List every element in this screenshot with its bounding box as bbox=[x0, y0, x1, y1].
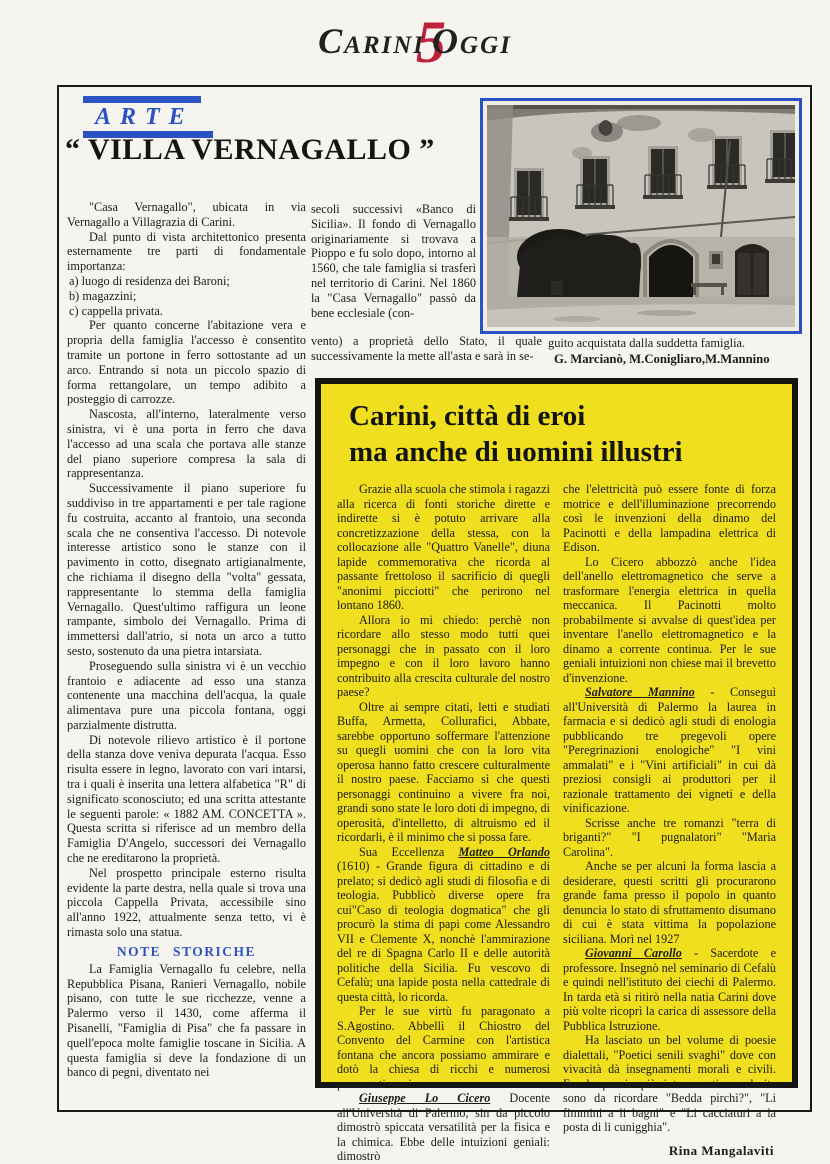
paragraph: Lo Cicero abbozzò anche l'idea dell'anello elettromagnetico che serve a trasformare l'energia elettrica in quella meccanica. Il Pacinotti molto probabilmente si avvalse di quest'idea per inventare l'anello elettromagnetico e la dinamo a corrente continua. Per le sue geniali intuizioni non chiese mai il brevetto d'invenzione. bbox=[563, 554, 776, 685]
feature-box bbox=[315, 378, 798, 1163]
arte-bar-top bbox=[83, 96, 201, 103]
paragraph-body: (1610) - Grande figura di cittadino e di prelato; si dedicò agli studi di filosofia e di teologia. Pubblicò diverse opere fra cui"Caso di teologia dogmatica" che gli procurò la stima di papi come Alessandro VII e Clemente X, nonchè l'ammirazione del re di Spagna Carlo II e delle autorità politiche della Sicilia. Fu vescovo di Cefalù; una lapide posta nella cattedrale di questa città, lo ricorda. bbox=[337, 859, 550, 1004]
paragraph bbox=[337, 845, 550, 1005]
paragraph-body: - Conseguì all'Università di Palermo la laurea in farmacia e si dedicò agli studi di enologia pubblicando tre pregevoli opere "Peregrinazioni enologiche" "I vini ammalati" e i "Vini artificiali" in cui dà preziosi consigli ai produttori per il razionale trattamento dei vigneti e della vinificazione. bbox=[563, 685, 777, 815]
paragraph: Ha lasciato un bel volume di poesie dialettali, "Poetici senili svaghi" dove con vivacità dà insegnamenti morali e civili. Fra le poesie più interessanti e colorite sono da ricordare "Bedda pirchì?", "Li fimmini a li bagni" e "Li cacciaturi a la posta di li cunigghia". bbox=[563, 1033, 776, 1134]
paragraph: Nel prospetto principale esterno risulta evidente la parte destra, nella quale si trova una piccola Cappella Privata, accessibile sino all'anno 1922, attualmente senza tetto, vi è rimasta solo una statua. bbox=[67, 865, 306, 940]
paragraph bbox=[337, 1091, 550, 1164]
paragraph: Oltre ai sempre citati, letti e studiati Buffa, Armetta, Collurafici, Abbate, sarebbe opportuno soffermare l'attenzione su quegli uomini che con la loro vita operosa hanno fatto crescere culturalmente il nostro paese. Facciamo sì che questi personaggi continuino a vivere fra noi, grandi sono state le loro doti di impegno, di operosità, d'intelletto, di altruismo ed il ricordarli, è il minimo che si possa fare. bbox=[337, 699, 550, 844]
paragraph: Proseguendo sulla sinistra vi è un vecchio frantoio e adiacente ad esso una stanza contenente una macchina dell'acqua, la quale alimentava pure una piccola fontana, oggi parzialmente distrutta. bbox=[67, 658, 306, 732]
paragraph: Nascosta, all'interno, lateralmente verso sinistra, vi è una porta in ferro che dava l'accesso ad una scala che portava alle stanze del piano superiore compresa la sala di rappresentanza. bbox=[67, 407, 306, 481]
paragraph bbox=[563, 946, 776, 1033]
masthead-word-carini: Carini bbox=[318, 21, 426, 61]
paragraph: Per le sue virtù fu paragonato a S.Agostino. Abbellì il Chiostro del Convento del Carmine con l'artistica fontana che ancora possiamo ammirare e dotò la chiesa di ricchi e numerosi paramenti sacri. bbox=[337, 1004, 550, 1091]
paragraph: Grazie alla scuola che stimola i ragazzi alla ricerca di fonti storiche dirette e indirette si è potuto arrivare alla concretizzazione della stessa, con la collocazione alle "Quattro Vanelle", diuna lapide commemorativa che ricorda al passante frettoloso il sacrificio di quegli "anonimi picciotti" che perirono nel lontano 1860. bbox=[337, 482, 550, 612]
paragraph: Successivamente il piano superiore fu suddiviso in tre appartamenti e per tale ragione fu costruita, accanto al frantoio, una seconda scala che ne consentiva l'accesso. Di notevole interesse artistico sono le stanze con il pavimento in cotto, disegnato artigianalmente, che richiama il disegno della "volta" gessata, rappresentante lo stemma della famiglia Vernagallo. Quest'ultimo raffigura un leone rampante, simbolo dei Vernagallo. Prima di immettersi dall'atrio, si nota un arco a tutto sesto, sostenuto da una pietra intarsiata. bbox=[67, 481, 306, 658]
feature-box-left-column bbox=[337, 482, 550, 1164]
paragraph: vento) a proprietà dello Stato, il quale successivamente la mette all'asta e sarà in se- bbox=[311, 334, 542, 363]
arte-badge bbox=[83, 96, 223, 138]
caption-text: guito acquistata dalla suddetta famiglia. bbox=[548, 336, 746, 350]
villa-column-2 bbox=[311, 202, 476, 320]
paragraph: Dal punto di vista architettonico presenta esternamente tre parti di fondamentale importanza: bbox=[67, 229, 306, 274]
paragraph: Scrisse anche tre romanzi "terra di briganti?" "I pugnalatori" "Maria Carolina". bbox=[563, 815, 776, 859]
paragraph: "Casa Vernagallo", ubicata in via Vernagallo a Villagrazia di Carini. bbox=[67, 200, 306, 229]
paragraph-body: - Sacerdote e professore. Insegnò nel seminario di Cefalù e quindi nell'istituto dei ciechi di Palermo. In tarda età si ritirò nella natia Carini dove più volte ricoprì la carica di assessore della Pubblica Istruzione. bbox=[563, 946, 776, 1033]
note-storiche-heading: NOTE STORICHE bbox=[116, 943, 257, 959]
list-item-c: c) cappella privata. bbox=[69, 303, 163, 318]
person-name: Giovanni Carollo bbox=[585, 946, 682, 960]
article-title: “ VILLA VERNAGALLO ” bbox=[65, 133, 435, 166]
masthead-word-oggi: Oggi bbox=[432, 21, 512, 61]
page-frame bbox=[57, 85, 812, 1163]
feature-box-right-column bbox=[563, 482, 776, 1164]
list-item-b: b) magazzini; bbox=[69, 288, 137, 303]
paragraph-body: Docente all'Università di Palermo, sin da piccolo dimostrò spiccata versatilità per la fisica e la chimica. Ebbe delle intuizioni geniali: dimostrò bbox=[337, 1091, 550, 1163]
paragraph bbox=[563, 685, 776, 816]
masthead-issue-number: 5 bbox=[416, 9, 447, 75]
paragraph-lead: Sua Eccellenza bbox=[359, 844, 459, 859]
person-name: Giuseppe Lo Cicero bbox=[359, 1091, 491, 1105]
building-photo-illustration bbox=[487, 105, 795, 327]
paragraph: Allora io mi chiedo: perchè non ricordare allo stesso modo tutti quei personaggi che in passato con il loro impegno e con il loro lavoro hanno contribuito alla crescita culturale del nostro paese? bbox=[337, 612, 550, 699]
villa-column-2-below-photo bbox=[311, 334, 542, 364]
arte-label: ARTE bbox=[95, 104, 194, 130]
masthead bbox=[0, 2, 830, 75]
paragraph: Per quanto concerne l'abitazione vera e propria della famiglia l'accesso è consentito tramite un portone in ferro sottostante ad un arco. Entrando si nota un piccolo spazio di forma rettangolare, un tempo adibito a posteggio di carrozze. bbox=[67, 318, 306, 407]
signature: Rina Mangalaviti bbox=[668, 1142, 774, 1158]
person-name: Salvatore Mannino bbox=[585, 685, 695, 699]
paragraph: La Famiglia Vernagallo fu celebre, nella Repubblica Pisana, Ranieri Vernagallo, nobile pisano, con tutte le sue ricchezze, venne a Palermo verso il 1430, come afferma il Pisanelli, "Famiglia di Pisa" che fa passare in quell'epoca molte famiglie toscane in Sicilia. A questa famiglia si deve la fondazione di un banco di pegni, diventato nei bbox=[67, 961, 306, 1080]
list-item-a: a) luogo di residenza dei Baroni; bbox=[69, 273, 230, 288]
paragraph: Anche se per alcuni la forma lascia a desiderare, questi scritti gli procurarono grande fama presso il popolo in quanto denuncia lo stato di sfruttamento disumano di cui è stata vittima la popolazione siciliana. Morì nel 1927 bbox=[563, 859, 776, 946]
caption-authors: G. Marcianò, M.Conigliaro,M.Mannino bbox=[554, 352, 770, 366]
villa-photo bbox=[480, 98, 802, 334]
feature-box-columns bbox=[337, 482, 776, 1164]
feature-box-title-line2: ma anche di uomini illustri bbox=[349, 436, 683, 468]
villa-column-1 bbox=[67, 200, 306, 1080]
paragraph: secoli successivi «Banco di Sicilia». Il fondo di Vernagallo originariamente si trovava a Pioppo e fu solo dopo, intorno al 1560, che tale famiglia si trasferì nel territorio di Carini. Nel 1860 la "Casa Vernagallo" passò da bene ecclesiale (con- bbox=[311, 202, 476, 320]
feature-box-title-line1: Carini, città di eroi bbox=[349, 400, 586, 432]
feature-box-title bbox=[349, 398, 776, 470]
person-name: Matteo Orlando bbox=[458, 844, 550, 859]
photo-caption bbox=[548, 336, 800, 367]
paragraph: Di notevole rilievo artistico è il portone della stanza dove veniva depurata l'acqua. Esso risulta essere in legno, lavorato con vari intarsi, tra i quali è inserita una lettera alfabetica "R" di significato sconosciuto; ed una scritta attestante le seguenti parole: « 1882 AM. CONCETTA ». Questa scritta si riferisce ad un membro della Famiglia D'Angelo, successori dei Vernagallo che ne ereditarono la proprietà. bbox=[67, 732, 306, 866]
paragraph: che l'elettricità può essere fonte di forza motrice e dell'illuminazione precorrendo così le invenzioni della dinamo del Pacinotti e della lampadina elettrica di Edison. bbox=[563, 482, 776, 554]
